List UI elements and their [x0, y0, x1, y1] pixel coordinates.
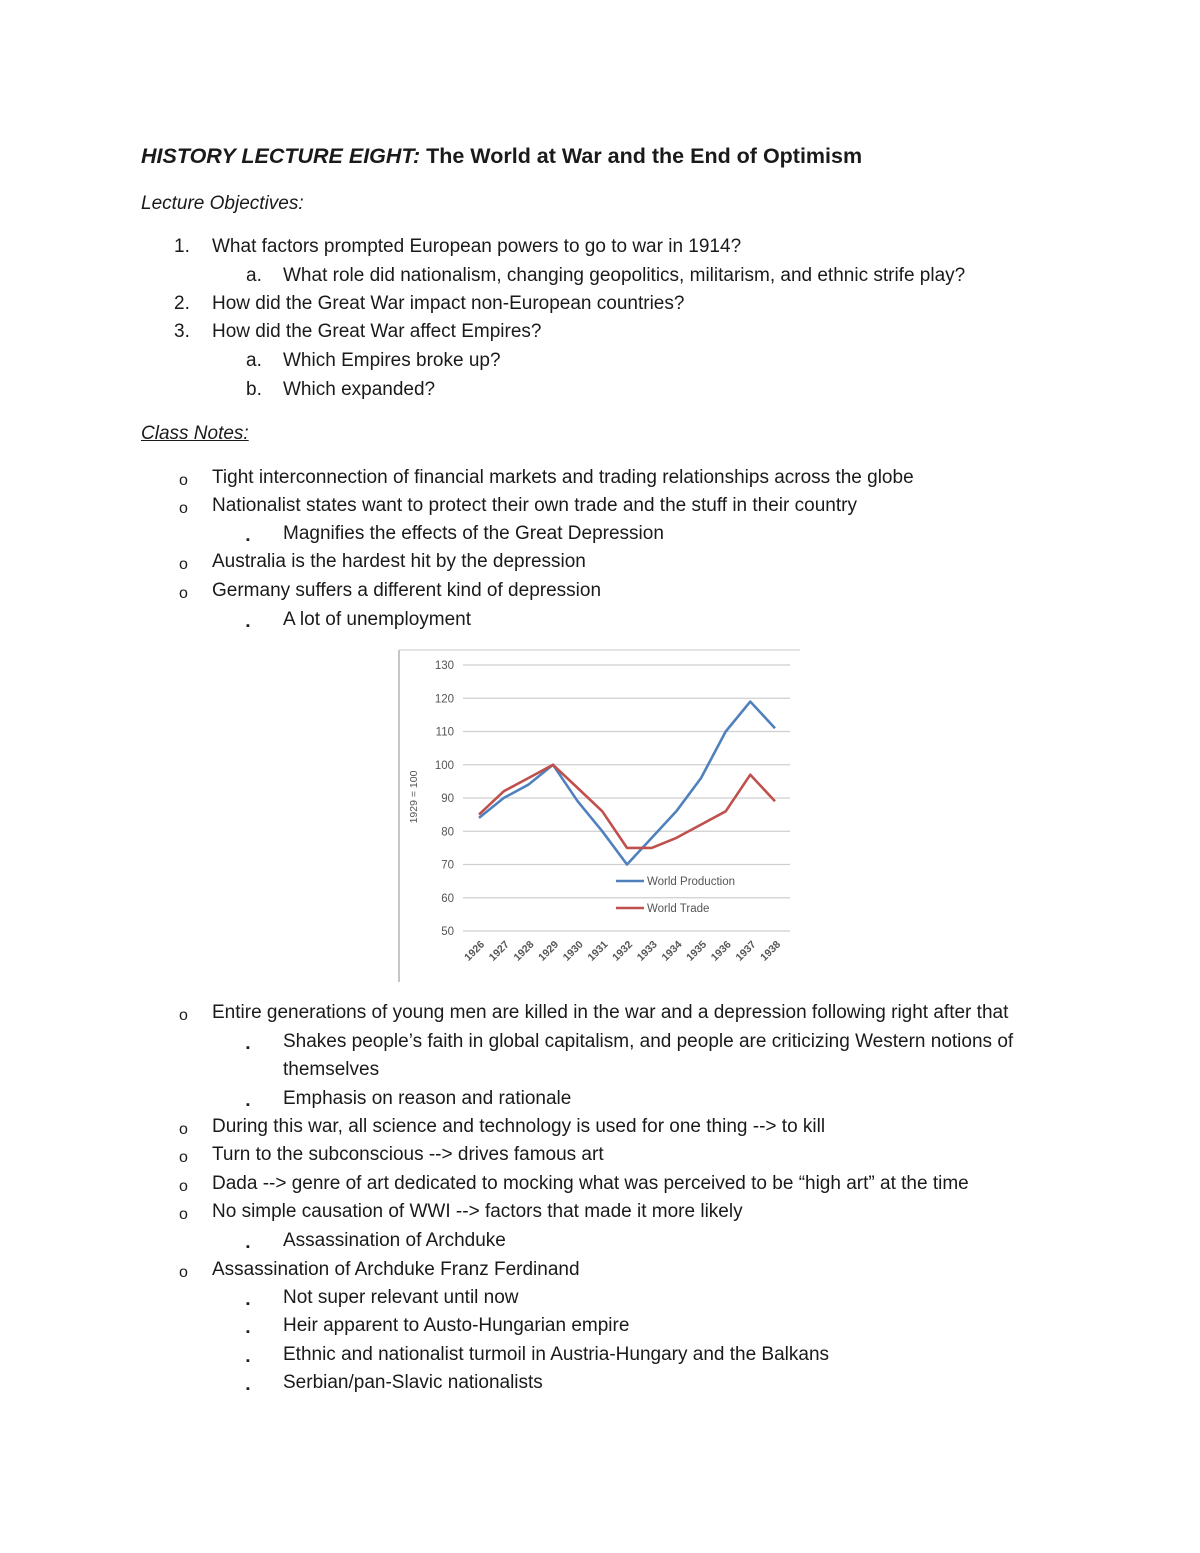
objective-item-text: What role did nationalism, changing geopolitics, militarism, and ethnic strife play? [283, 265, 966, 286]
objective-item-marker: 1. [174, 236, 190, 257]
x-tick-label: 1926 [462, 938, 488, 964]
note-item-text: Not super relevant until now [283, 1287, 519, 1308]
objectives-label: Lecture Objectives: [141, 193, 304, 214]
note-item-text: Emphasis on reason and rationale [283, 1088, 572, 1109]
note-item-text: Assassination of Archduke Franz Ferdinand [212, 1259, 580, 1280]
y-tick-label: 110 [435, 726, 454, 739]
series-line-world-trade [479, 765, 775, 848]
note-item-text: Tight interconnection of financial markets and trading relationships across the globe [212, 467, 914, 488]
objective-item-text: How did the Great War affect Empires? [212, 321, 542, 342]
note-item-text: No simple causation of WWI --> factors that made it more likely [212, 1201, 743, 1222]
note-item-marker: ▪ [246, 1298, 250, 1310]
x-tick-label: 1929 [536, 938, 562, 964]
note-item-marker: ▪ [246, 620, 250, 632]
note-item-text: themselves [283, 1059, 380, 1080]
note-item-text: Shakes people’s faith in global capitalism, and people are criticizing Western notions of [283, 1031, 1014, 1052]
note-item-marker: o [179, 1149, 188, 1166]
note-item-marker: ▪ [246, 1326, 250, 1338]
y-tick-label: 70 [441, 859, 454, 872]
title-italic-part: HISTORY LECTURE EIGHT: [141, 144, 421, 168]
note-item-text: Dada --> genre of art dedicated to mocking what was perceived to be “high art” at the time [212, 1173, 969, 1194]
objective-item-text: Which Empires broke up? [283, 350, 501, 371]
y-tick-label: 60 [441, 892, 454, 905]
y-tick-label: 130 [434, 660, 454, 672]
note-item-text: Ethnic and nationalist turmoil in Austria-Hungary and the Balkans [283, 1344, 830, 1365]
x-tick-label: 1930 [560, 938, 586, 964]
x-tick-label: 1935 [684, 938, 710, 964]
note-item-marker: o [179, 585, 188, 602]
note-item-text: Australia is the hardest hit by the depression [212, 551, 586, 572]
objective-item-marker: a. [246, 350, 262, 371]
note-item-marker: ▪ [246, 1355, 250, 1367]
note-item-text: Heir apparent to Austo-Hungarian empire [283, 1315, 630, 1336]
note-item-text: Turn to the subconscious --> drives famous art [212, 1144, 604, 1165]
class-notes-label: Class Notes: [141, 423, 249, 444]
note-item-marker: ▪ [246, 1099, 250, 1111]
y-axis-label: 1929 = 100 [408, 770, 420, 824]
note-item-marker: o [179, 1178, 188, 1195]
note-item-marker: ▪ [246, 534, 250, 546]
note-item-marker: o [179, 1206, 188, 1223]
note-item-marker: ▪ [246, 1042, 250, 1054]
objective-item-text: What factors prompted European powers to go to war in 1914? [212, 236, 742, 257]
note-item-text: Magnifies the effects of the Great Depression [283, 523, 664, 544]
document-title [141, 144, 862, 169]
y-tick-label: 80 [441, 826, 454, 839]
note-item-marker: o [179, 500, 188, 517]
x-tick-label: 1936 [708, 938, 734, 964]
x-tick-label: 1931 [585, 938, 611, 964]
x-tick-label: 1932 [610, 938, 636, 964]
note-item-text: A lot of unemployment [283, 609, 471, 630]
note-item-marker: ▪ [246, 1241, 250, 1253]
y-tick-label: 50 [441, 926, 454, 938]
objective-item-marker: a. [246, 265, 262, 286]
note-item-text: Nationalist states want to protect their own trade and the stuff in their country [212, 495, 857, 516]
objective-item-marker: 3. [174, 321, 190, 342]
x-tick-label: 1927 [486, 938, 512, 964]
note-item-marker: o [179, 1264, 188, 1281]
objective-item-text: How did the Great War impact non-European countries? [212, 293, 685, 314]
y-tick-label: 90 [441, 793, 454, 805]
y-tick-label: 100 [434, 759, 454, 772]
note-item-text: Assassination of Archduke [283, 1230, 506, 1251]
note-item-text: Entire generations of young men are killed in the war and a depression following right after that [212, 1002, 1009, 1023]
note-item-marker: o [179, 1007, 188, 1024]
note-item-marker: o [179, 472, 188, 489]
legend-label: World Production [647, 876, 735, 888]
note-item-text: Germany suffers a different kind of depression [212, 580, 602, 601]
chart-svg [398, 649, 800, 982]
y-tick-label: 120 [434, 693, 454, 706]
note-item-marker: o [179, 1121, 188, 1138]
objective-item-text: Which expanded? [283, 379, 436, 400]
x-tick-label: 1934 [659, 938, 685, 964]
legend-label: World Trade [647, 903, 710, 915]
x-tick-label: 1933 [634, 938, 660, 964]
note-item-text: Serbian/pan-Slavic nationalists [283, 1372, 543, 1393]
title-rest: The World at War and the End of Optimism [420, 144, 863, 168]
production-trade-chart [398, 649, 800, 982]
series-line-world-production [479, 702, 775, 865]
x-tick-label: 1938 [758, 938, 784, 964]
x-tick-label: 1928 [511, 938, 537, 964]
objective-item-marker: b. [246, 379, 262, 400]
objective-item-marker: 2. [174, 293, 190, 314]
x-tick-label: 1937 [733, 938, 759, 964]
note-item-marker: o [179, 556, 188, 573]
note-item-text: During this war, all science and technology is used for one thing --> to kill [212, 1116, 826, 1137]
note-item-marker: ▪ [246, 1383, 250, 1395]
